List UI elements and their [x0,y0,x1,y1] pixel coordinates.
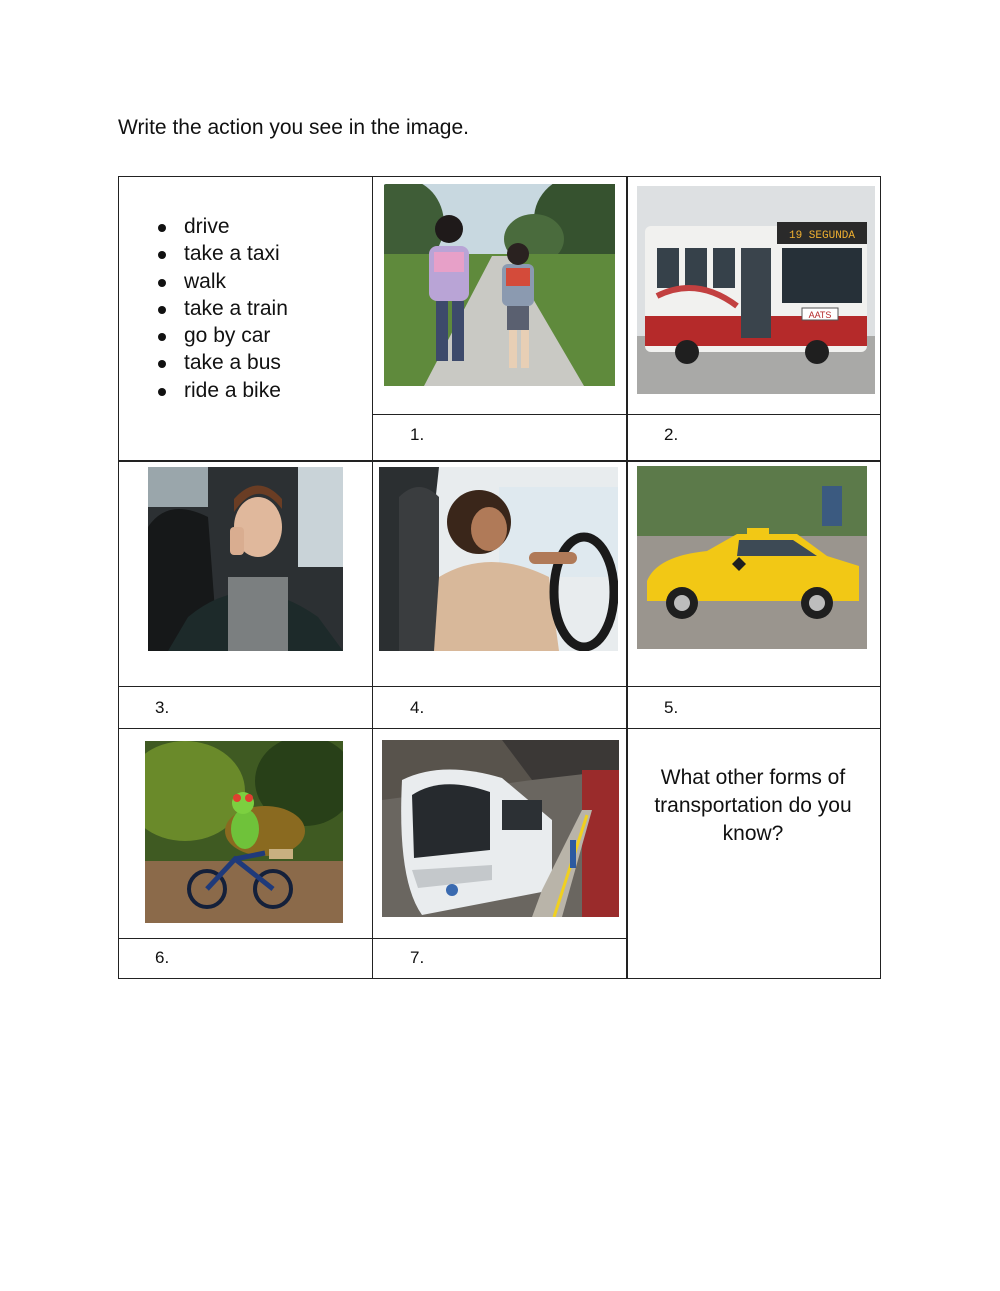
table-border-row2-bottom [118,728,881,729]
word-bank-item: take a train [154,295,288,322]
table-border-row2a [118,686,881,687]
word-bank-item: ride a bike [154,377,288,404]
table-border-col1 [372,176,373,979]
word-bank-item: drive [154,213,288,240]
answer-label-6: 6. [155,948,170,967]
table-border-bottom [118,978,881,979]
word-bank-item: go by car [154,322,288,349]
table-border-right [880,176,881,979]
word-bank-item: take a bus [154,349,288,376]
open-question: What other forms of transportation do you know? [654,766,852,845]
table-border-col2 [626,176,628,979]
table-border-row1-bottom [118,460,881,462]
yellow-taxi-photo [637,466,867,649]
answer-label-3: 3. [155,698,170,717]
bus-photo [637,186,875,394]
answer-label-1: 1. [410,425,425,444]
bus-destination-sign: 19 SEGUNDA [788,230,856,242]
table-border-left [118,176,119,979]
answer-label-5: 5. [664,698,679,717]
word-bank-list [154,213,288,404]
woman-driving-photo [379,467,618,651]
bus-plate: AATS [808,310,832,320]
train-at-platform-photo [382,740,619,917]
frog-on-bike-photo [145,741,343,923]
word-bank-item: walk [154,268,288,295]
table-border-top [118,176,881,177]
children-walking-photo [384,184,615,386]
answer-label-4: 4. [410,698,425,717]
instruction: Write the action you see in the image. [118,116,469,139]
answer-label-7: 7. [410,948,425,967]
word-bank-item: take a taxi [154,240,288,267]
man-in-back-seat-photo [148,467,343,651]
answer-label-2: 2. [664,425,679,444]
